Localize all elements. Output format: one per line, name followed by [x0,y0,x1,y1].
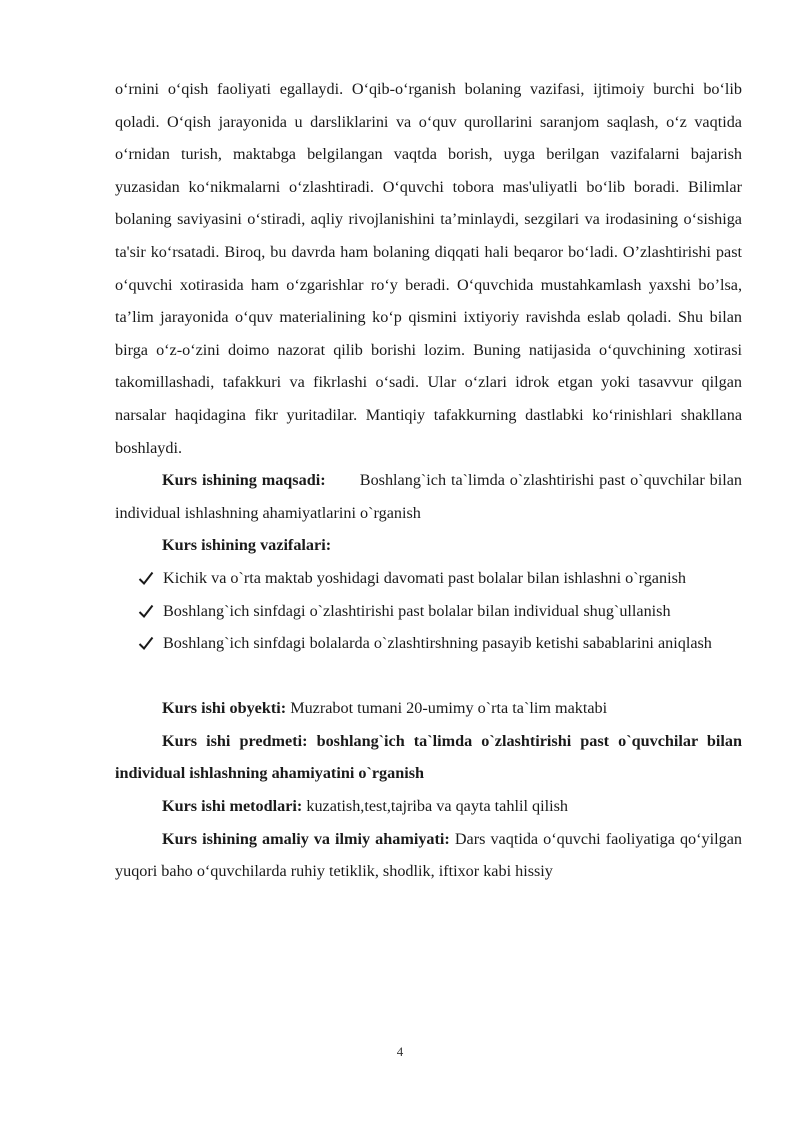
intro-paragraph: o‘rnini o‘qish faoliyati egallaydi. O‘qib-o‘rganish bolaning vazifasi, ijtimoiy burchi bo‘lib qoladi. O‘qish jarayonida u darsliklarini va o‘quv qurollarini saranjom saqlash, o‘z vaqtida o‘rnidan turish, maktabga belgilangan vaqtda borish, uyga berilgan vazifalarni bajarish yuzasidan ko‘nikmalarni o‘zlashtiradi. O‘quvchi tobora mas'uliyatli bo‘lib boradi. Bilimlar bolaning saviyasini o‘stiradi, aqliy rivojlanishini ta’minlaydi, sezgilari va irodasining o‘sishiga ta'sir ko‘rsatadi. Biroq, bu davrda ham bolaning diqqati hali beqaror bo‘ladi. O’zlashtirishi past o‘quvchi xotirasida ham o‘zgarishlar ro‘y beradi. O‘quvchida mustahkamlash yaxshi bo’lsa, ta’lim jarayonida o‘quv materialining ko‘p qismini ixtiyoriy ravishda eslab qoladi. Shu bilan birga o‘z-o‘zini doimo nazorat qilib borishi lozim. Buning natijasida o‘quvchining xotirasi takomillashadi, tafakkuri va fikrlashi o‘sadi. Ular o‘zlari idrok etgan yoki tasavvur qilgan narsalar haqidagina fikr yuritadilar. Mantiqiy tafakkurning dastlabki ko‘rinishlari shakllana boshlaydi. [115,80,742,457]
goal-text: Boshlang`ich ta`limda o`zlashtirishi past o`quvchilar bilan individual ishlashning ahamiyatlarini o`rganish [115,471,742,522]
significance-text: Dars vaqtida o‘quvchi faoliyatiga qo‘yilgan yuqori baho o‘quvchilarda ruhiy tetiklik, shodlik, iftixor kabi hissiy [115,829,743,881]
blank-line [115,660,742,693]
list-item [138,627,742,660]
goal-paragraph [115,464,742,529]
methods-label: Kurs ishi metodlari: [162,797,303,816]
task-text: Kichik va o`rta maktab yoshidagi davomati past bolalar bilan ishlashni o`rganish [163,568,686,587]
task-text: Boshlang`ich sinfdagi o`zlashtirishi past bolalar bilan individual shug`ullanish [163,601,671,620]
methods-text: kuzatish,test,tajriba va qayta tahlil qilish [306,797,568,816]
checkmark-icon [138,595,156,627]
checkmark-icon [138,562,156,594]
subject-paragraph [115,725,742,790]
list-item [138,595,742,628]
tasks-label: Kurs ishining vazifalari: [162,536,332,555]
object-paragraph [115,692,742,725]
subject-label: Kurs ishi predmeti: [162,731,308,750]
document-body [115,73,742,888]
subject-text: boshlang`ich ta`limda o`zlashtirishi past o`quvchilar bilan individual ishlashning ahamiyatini o`rganish [115,731,743,783]
goal-label: Kurs ishining maqsadi: [162,471,326,490]
significance-label: Kurs ishining amaliy va ilmiy ahamiyati: [162,829,450,848]
task-text: Boshlang`ich sinfdagi bolalarda o`zlashtirshning pasayib ketishi sabablarini aniqlash [163,634,712,653]
methods-paragraph [115,790,742,823]
object-text: Muzrabot tumani 20-umimy o`rta ta`lim maktabi [290,699,608,718]
tasks-list [115,562,742,660]
tasks-heading [115,529,742,562]
page-number: 4 [396,1044,404,1059]
checkmark-icon [138,627,156,659]
object-label: Kurs ishi obyekti: [162,699,287,718]
list-item [138,562,742,595]
significance-paragraph [115,823,742,888]
